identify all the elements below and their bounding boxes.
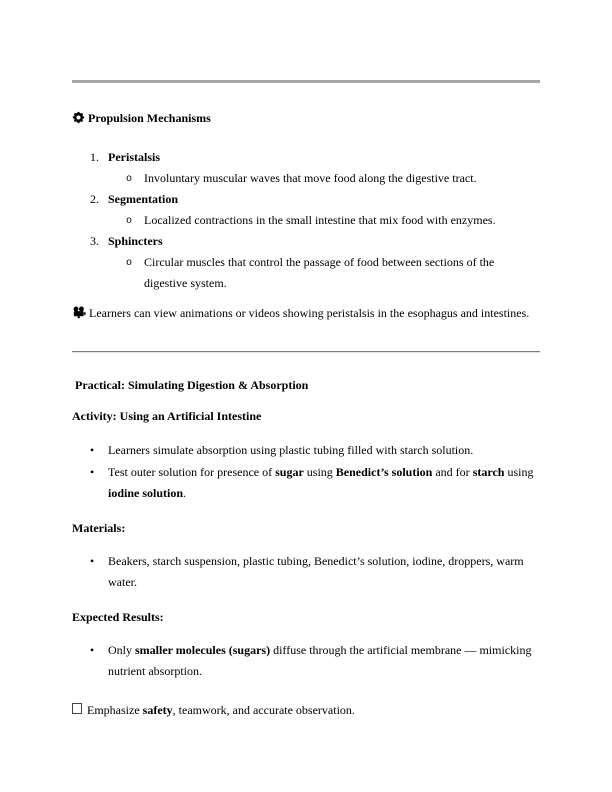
expected-results-heading: Expected Results: [72, 609, 164, 624]
activity-bullet-list [72, 440, 540, 505]
bullet-text: Beakers, starch suspension, plastic tubing, Benedict’s solution, iodine, droppers, warm water. [108, 553, 524, 589]
section-heading-propulsion [72, 108, 540, 129]
bullet-marker: • [90, 553, 95, 568]
list-item-term [72, 231, 540, 252]
term-text: Segmentation [108, 192, 178, 206]
bullet-marker: • [90, 443, 95, 457]
list-item [72, 231, 540, 294]
emphasis-note-text: Emphasize safety, teamwork, and accurate observation. [87, 702, 355, 717]
list-item [72, 147, 540, 189]
propulsion-list [72, 147, 540, 294]
bullet-text: Learners simulate absorption using plastic tubing filled with starch solution. [108, 443, 474, 457]
bullet-marker: • [90, 464, 95, 479]
list-item-description [72, 168, 540, 189]
practical-title: Practical: Simulating Digestion & Absorption [75, 378, 309, 392]
list-number: 1. [90, 150, 99, 164]
description-text: Circular muscles that control the passage of food between sections of the digestive system. [144, 255, 495, 290]
list-item-term [72, 147, 540, 168]
bullet-item [72, 551, 540, 594]
activity-heading: Activity: Using an Artificial Intestine [72, 409, 262, 423]
bullet-text: Only smaller molecules (sugars) diffuse through the artificial membrane — mimicking nutrient absorption. [108, 642, 532, 678]
gear-icon [72, 108, 85, 129]
bullet-item [72, 440, 540, 462]
description-text: Involuntary muscular waves that move food along the digestive tract. [144, 171, 477, 185]
sub-bullet-marker: o [126, 258, 133, 269]
list-item-term [72, 189, 540, 210]
sub-bullet-marker: o [126, 216, 133, 227]
list-item-description [72, 252, 540, 294]
movie-camera-icon [72, 303, 86, 324]
bullet-item [72, 462, 540, 505]
sub-bullet-marker: o [126, 174, 133, 185]
emphasis-note [72, 700, 540, 721]
list-number: 3. [90, 234, 99, 248]
bullet-marker: • [90, 642, 95, 657]
expected-bullet-list [72, 640, 540, 683]
term-text: Sphincters [108, 234, 163, 248]
divider-middle [72, 351, 540, 353]
bullet-text: Test outer solution for presence of sugar using Benedict’s solution and for starch using iodine solution. [108, 464, 534, 500]
list-item [72, 189, 540, 231]
list-item-description [72, 210, 540, 231]
divider-top [72, 80, 540, 83]
materials-bullet-list [72, 551, 540, 594]
placeholder-box-icon [72, 703, 82, 714]
materials-heading: Materials: [72, 520, 126, 535]
media-note [72, 303, 540, 324]
page-content [72, 0, 540, 721]
term-text: Peristalsis [108, 150, 160, 164]
description-text: Localized contractions in the small intestine that mix food with enzymes. [144, 213, 496, 227]
list-number: 2. [90, 192, 99, 206]
section-heading-text: Propulsion Mechanisms [88, 111, 211, 125]
media-note-text: Learners can view animations or videos showing peristalsis in the esophagus and intestines. [89, 306, 530, 320]
bullet-item [72, 640, 540, 683]
